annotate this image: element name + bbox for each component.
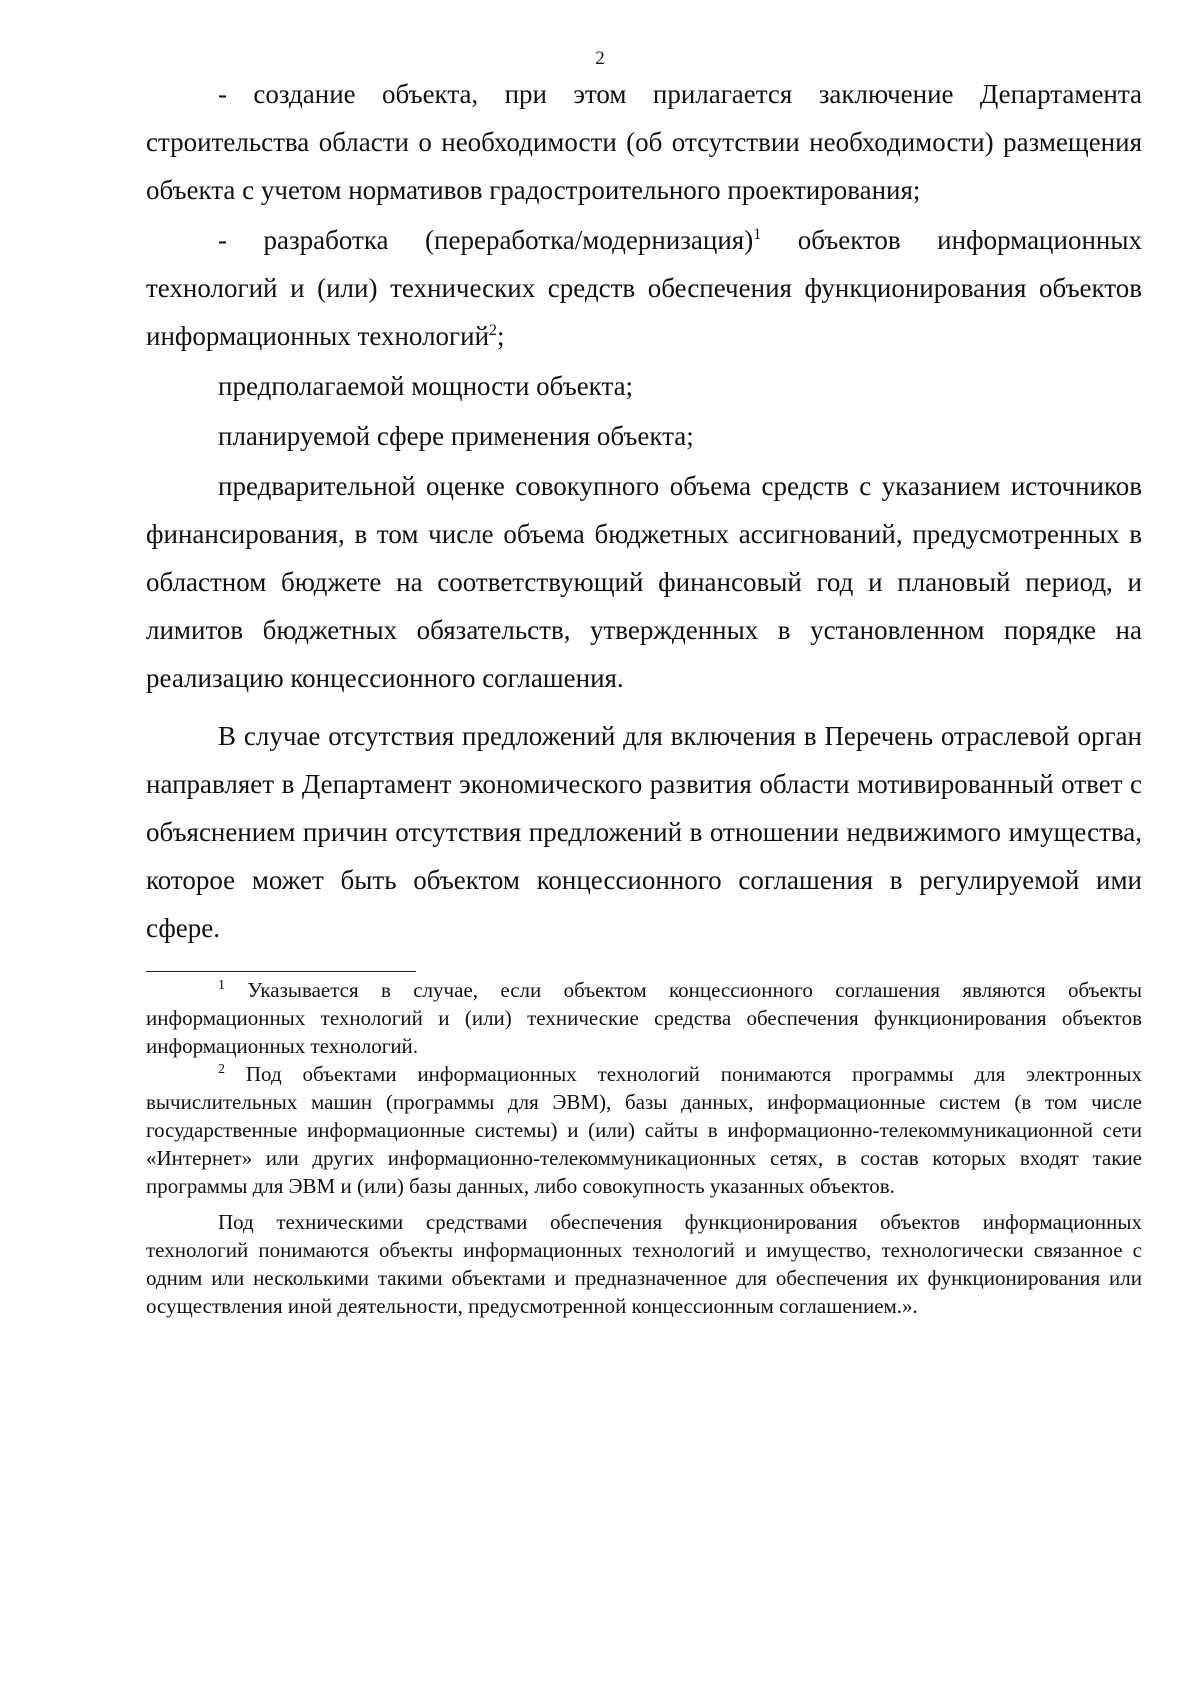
paragraph-text: В случае отсутствия предложений для включения в Перечень отраслевой орган направляет в Департамент экономического развития области мотивированный ответ с объяснением причин отсутствия предложений в отношении недвижимого имущества, которое может быть объектом концессионного соглашения в регулируемой ими сфере. <box>146 721 1142 943</box>
paragraph-capacity <box>146 362 1142 410</box>
paragraph-text: ; <box>497 321 505 351</box>
body-text <box>146 70 1142 952</box>
footnote-separator <box>146 971 416 972</box>
paragraph-text: - разработка (переработка/модернизация) <box>218 225 754 255</box>
paragraph-it-development <box>146 216 1142 360</box>
footnote-text: Под объектами информационных технологий понимаются программы для электронных вычислительных машин (программы для ЭВМ), базы данных, информационные систем (в том числе государственные информационные системы) и (или) сайты в информационно-телекоммуникационной сети «Интернет» или других информационно-телекоммуникационных сетях, в состав которых входят такие программы для ЭВМ и (или) базы данных, либо совокупность указанных объектов. <box>146 1062 1142 1198</box>
paragraph-application-area <box>146 412 1142 460</box>
paragraph-object-creation <box>146 70 1142 214</box>
paragraph-funding-estimate <box>146 462 1142 702</box>
footnote-text: Указывается в случае, если объектом концессионного соглашения являются объекты информационных технологий и (или) технические средства обеспечения функционирования объектов информационных технологий. <box>146 978 1142 1058</box>
footnote-mark-2: 2 <box>218 1062 225 1077</box>
footnote-ref-2: 2 <box>489 322 498 339</box>
paragraph-no-proposals <box>146 712 1142 952</box>
footnotes <box>146 976 1142 1320</box>
footnote-ref-1: 1 <box>753 226 762 243</box>
paragraph-text: предварительной оценке совокупного объема средств с указанием источников финансирования, в том числе объема бюджетных ассигнований, предусмотренных в областном бюджете на соответствующий финансовый год и плановый период, и лимитов бюджетных обязательств, утвержденных в установленном порядке на реализацию концессионного соглашения. <box>146 471 1142 693</box>
footnote-mark-1: 1 <box>218 978 225 993</box>
footnote-1 <box>146 976 1142 1060</box>
paragraph-text: предполагаемой мощности объекта; <box>218 371 634 401</box>
footnote-2-continuation <box>146 1208 1142 1320</box>
paragraph-text: планируемой сфере применения объекта; <box>218 421 694 451</box>
paragraph-text: - создание объекта, при этом прилагается заключение Департамента строительства области о необходимости (об отсутствии необходимости) размещения объекта с учетом нормативов градостроительного проектирования; <box>146 79 1142 205</box>
footnote-text: Под техническими средствами обеспечения функционирования объектов информационных технологий понимаются объекты информационных технологий и имущество, технологически связанное с одним или несколькими такими объектами и предназначенное для обеспечения их функционирования или осуществления иной деятельности, предусмотренной концессионным соглашением.». <box>146 1210 1142 1318</box>
page-number: 2 <box>595 48 605 69</box>
footnote-2 <box>146 1060 1142 1200</box>
paragraph-text: объектов информационных технологий и (или) технических средств обеспечения функционирования объектов информационных технологий <box>146 225 1142 351</box>
